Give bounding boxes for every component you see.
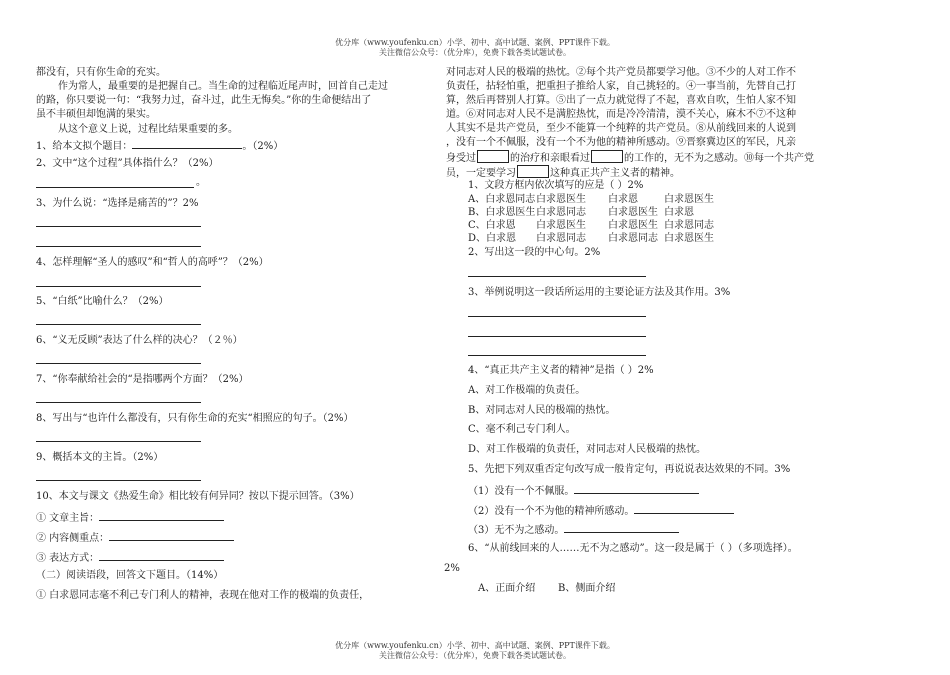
question-r2: 2、写出这一段的中心句。2% bbox=[468, 247, 601, 258]
passage-text: 虽不丰硕但却饱满的果实。 bbox=[36, 109, 156, 120]
answer-line[interactable] bbox=[468, 316, 646, 317]
fill-in-box[interactable] bbox=[517, 165, 549, 178]
answer-line[interactable] bbox=[36, 286, 201, 287]
question-6: 6、“义无反顾”表达了什么样的决心？（２％） bbox=[36, 335, 243, 346]
answer-line[interactable] bbox=[36, 226, 201, 227]
answer-line[interactable] bbox=[36, 402, 201, 403]
option-cell: 白求恩 bbox=[664, 207, 694, 218]
question-r1: 1、文段方框内依次填写的应是（ ）2% bbox=[468, 180, 644, 191]
option-cell: 白求恩医生 bbox=[664, 194, 714, 205]
answer-line[interactable] bbox=[36, 246, 201, 247]
question-9: 9、概括本文的主旨。（2%） bbox=[36, 452, 164, 463]
option-cell: 白求恩医生 bbox=[608, 207, 658, 218]
page-footer bbox=[0, 641, 950, 661]
passage-text: 道。⑥对同志对人民不是满腔热忱，而是冷冷清清，漠不关心，麻木不⑦不这种 bbox=[446, 109, 796, 120]
passage-text: 负责任，拈轻怕重，把重担子推给人家，自己挑轻的。④一事当前，先替自己打 bbox=[446, 81, 796, 92]
footer-line-2: 关注微信公众号：（优分库），免费下载各类试题试卷。 bbox=[379, 651, 571, 660]
option-cell: 白求恩医生 bbox=[664, 233, 714, 244]
option-cell: C、白求恩 bbox=[468, 220, 516, 231]
question-2: 2、文中“这个过程”具体指什么？（2%） bbox=[36, 158, 219, 169]
passage-text: 这种真正共产主义者的精神。 bbox=[550, 168, 680, 179]
option-b: B、侧面介绍 bbox=[558, 583, 616, 594]
fill-in-box[interactable] bbox=[591, 150, 623, 163]
question-r5-item bbox=[468, 503, 734, 518]
question-text: 2% bbox=[444, 563, 460, 574]
question-r5: 5、先把下列双重否定句改写成一般肯定句，再说说表达效果的不同。3% bbox=[468, 464, 791, 475]
question-10-item bbox=[36, 550, 224, 565]
passage-text: 的工作的，无不为之感动。⑩每一个共产党 bbox=[624, 153, 814, 164]
option-a: A、对工作极端的负责任。 bbox=[468, 385, 586, 396]
question-r5-item bbox=[468, 522, 679, 537]
question-text: 。 bbox=[196, 177, 206, 188]
option-cell: 白求恩同志 bbox=[664, 220, 714, 231]
section-heading: （二）阅读语段，回答文下题目。（14%） bbox=[36, 570, 224, 581]
answer-blank[interactable] bbox=[574, 483, 699, 494]
question-r5-item bbox=[468, 483, 699, 498]
answer-line[interactable] bbox=[36, 363, 201, 364]
option-a: A、正面介绍 bbox=[478, 583, 536, 594]
question-text: ① 文章主旨： bbox=[36, 513, 100, 524]
option-cell: 白求恩医生 bbox=[536, 194, 586, 205]
answer-line[interactable] bbox=[36, 480, 201, 481]
question-text: （3）无不为之感动。 bbox=[468, 525, 565, 536]
passage-text: 对同志对人民的极端的热忱。②每个共产党员都要学习他。③不少的人对工作不 bbox=[446, 67, 796, 78]
option-cell: 白求恩同志 bbox=[608, 233, 658, 244]
passage-text: 人其实不是共产党员，至少不能算一个纯粹的共产党员。⑧从前线回来的人说到 bbox=[446, 123, 796, 134]
option-cell: 白求恩 bbox=[608, 194, 638, 205]
passage-text: 从这个意义上说，过程比结果重要的多。 bbox=[58, 124, 238, 135]
answer-line[interactable] bbox=[468, 355, 646, 356]
answer-line[interactable] bbox=[468, 336, 646, 337]
header-line-2: 关注微信公众号：（优分库），免费下载各类试题试卷。 bbox=[379, 48, 571, 57]
answer-blank[interactable] bbox=[109, 530, 234, 541]
question-text: ② 内容侧重点： bbox=[36, 533, 110, 544]
option-b: B、对同志对人民的极端的热忱。 bbox=[468, 405, 616, 416]
question-r4: 4、“真正共产主义者的精神”是指（ ）2% bbox=[468, 365, 654, 376]
answer-line[interactable] bbox=[36, 324, 201, 325]
option-cell: 白求恩同志 bbox=[536, 233, 586, 244]
question-10: 10、本文与课文《热爱生命》相比较有何异同？按以下提示回答。（3%） bbox=[36, 491, 360, 502]
option-cell: D、白求恩 bbox=[468, 233, 517, 244]
answer-blank[interactable] bbox=[132, 138, 242, 149]
passage-text bbox=[446, 165, 680, 180]
answer-line[interactable] bbox=[36, 441, 201, 442]
question-10-item bbox=[36, 510, 224, 525]
passage-text: 的路，你只要说一句：“我努力过，奋斗过，此生无悔矣。”你的生命便结出了 bbox=[36, 95, 372, 106]
question-10-item bbox=[36, 530, 234, 545]
question-text: 1、给本文拟个题目： bbox=[36, 141, 133, 152]
question-r3: 3、举例说明这一段话所运用的主要论证方法及其作用。3% bbox=[468, 287, 731, 298]
option-cell: 白求恩医生 bbox=[608, 220, 658, 231]
question-8: 8、写出与“也许什么都没有，只有你生命的充实“相照应的句子。（2%） bbox=[36, 413, 354, 424]
option-d: D、对工作极端的负责任，对同志对人民极端的热忱。 bbox=[468, 444, 707, 455]
page-header bbox=[0, 38, 950, 58]
answer-blank[interactable] bbox=[634, 503, 734, 514]
passage-text: ① 白求恩同志毫不利己专门利人的精神，表现在他对工作的极端的负责任， bbox=[36, 590, 370, 601]
option-c: C、毫不利己专门利人。 bbox=[468, 424, 576, 435]
header-line-1: 优分库（www.youfenku.cn）小学、初中、高中试题、案例、PPT课件下载。 bbox=[335, 38, 615, 47]
passage-text: 都没有，只有你生命的充实。 bbox=[36, 67, 166, 78]
passage-text: ，没有一个不佩服，没有一个不为他的精神所感动。⑨晋察冀边区的军民，凡亲 bbox=[446, 137, 796, 148]
answer-line[interactable] bbox=[36, 187, 194, 188]
question-text: ③ 表达方式： bbox=[36, 553, 100, 564]
question-1 bbox=[36, 138, 283, 153]
question-text: （2）没有一个不为他的精神所感动。 bbox=[468, 506, 635, 517]
question-7: 7、“你奉献给社会的“是指哪两个方面？（2%） bbox=[36, 374, 249, 385]
question-3: 3、为什么说：“选择是痛苦的”？2% bbox=[36, 198, 199, 209]
footer-line-1: 优分库（www.youfenku.cn）小学、初中、高中试题、案例、PPT课件下载。 bbox=[335, 641, 615, 650]
passage-text: 算，然后再替别人打算。⑤出了一点力就觉得了不起，喜欢自吹，生怕人家不知 bbox=[446, 95, 796, 106]
passage-text: 的治疗和亲眼看过 bbox=[510, 153, 590, 164]
answer-blank[interactable] bbox=[564, 522, 679, 533]
passage-text: 身受过 bbox=[446, 153, 476, 164]
option-cell: 白求恩医生 bbox=[536, 220, 586, 231]
question-r6: 6、“从前线回来的人……无不为之感动”。这一段是属于（ ）（多项选择）。 bbox=[468, 543, 798, 554]
question-4: 4、怎样理解“圣人的感叹”和“哲人的高呼”？（2%） bbox=[36, 257, 269, 268]
question-text: （1）没有一个不佩服。 bbox=[468, 486, 575, 497]
option-cell: B、白求恩医生 bbox=[468, 207, 536, 218]
question-5: 5、“白纸”比喻什么？（2%） bbox=[36, 296, 169, 307]
passage-text: 员，一定要学习 bbox=[446, 168, 516, 179]
option-cell: 白求恩同志 bbox=[536, 207, 586, 218]
answer-line[interactable] bbox=[468, 276, 646, 277]
answer-blank[interactable] bbox=[99, 510, 224, 521]
question-text: 。（2%） bbox=[242, 141, 284, 152]
passage-text bbox=[446, 150, 814, 165]
fill-in-box[interactable] bbox=[477, 150, 509, 163]
option-cell: A、白求恩同志 bbox=[468, 194, 536, 205]
passage-text: 作为常人，最重要的是把握自己。当生命的过程临近尾声时，回首自己走过 bbox=[58, 81, 388, 92]
answer-blank[interactable] bbox=[99, 550, 224, 561]
